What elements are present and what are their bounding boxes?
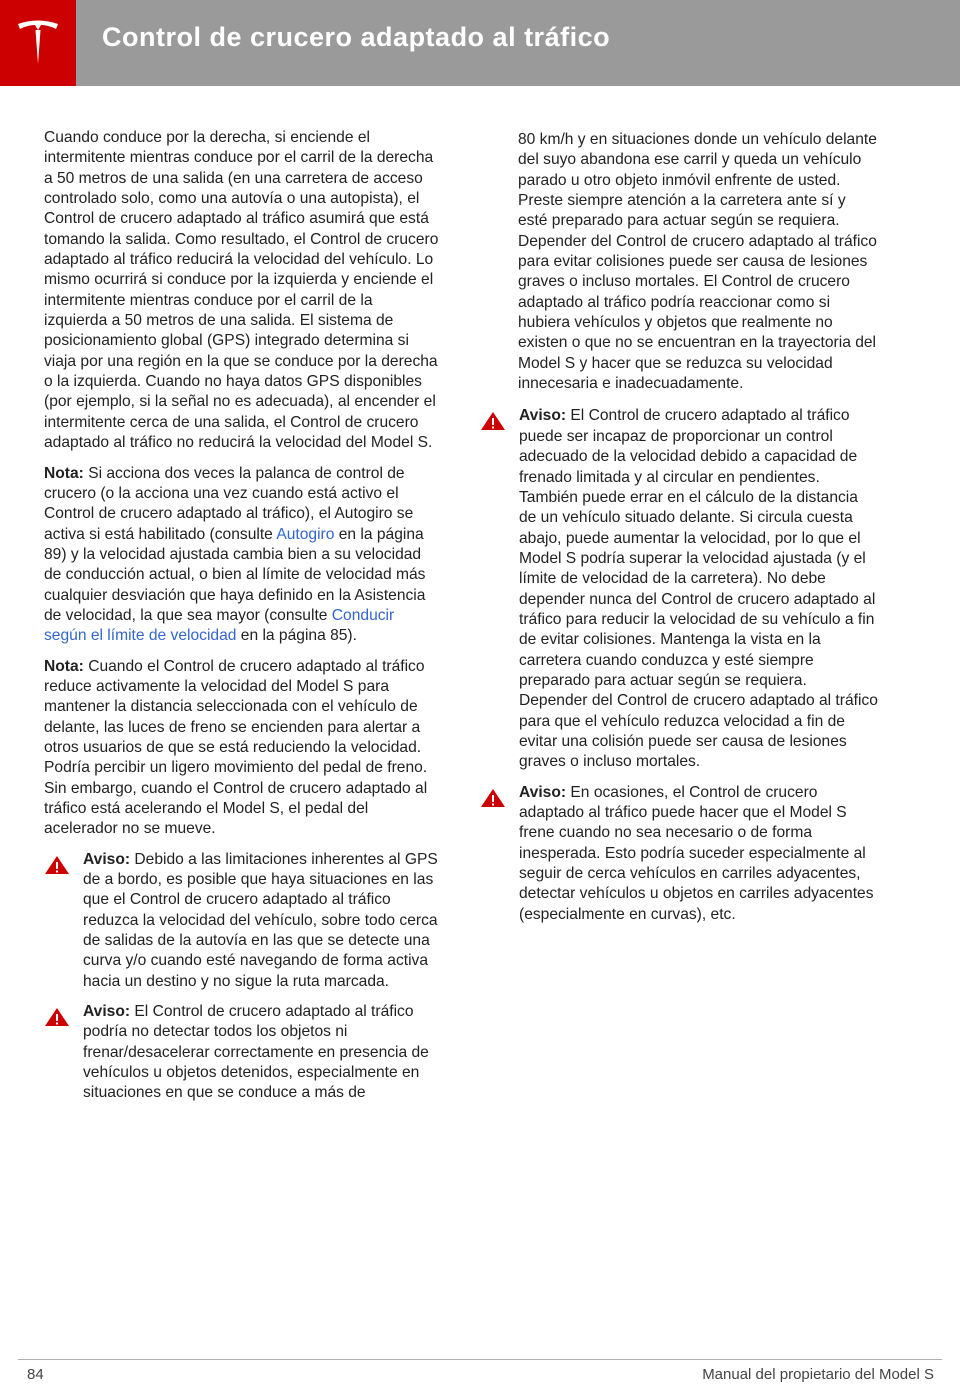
right-column [518, 130, 878, 935]
note-autosteer [44, 464, 439, 647]
warning-detection [82, 1002, 439, 1104]
note-label: Nota: [44, 464, 84, 482]
footer-manual-title: Manual del propietario del Model S [702, 1366, 934, 1383]
warning-text: El Control de crucero adaptado al tráfico puede ser incapaz de proporcionar un control adecuado de la velocidad debido a capacidad de frenado limitada y al circular en pendientes. También puede errar en el cálculo de la distancia de un vehículo situado delante. Si circula cuesta abajo, puede aumentar la velocidad, por lo que el Model S podría superar la velocidad ajustada (y el límite de velocidad de la carretera). No debe depender nunca del Control de crucero adaptado al tráfico para reducir la velocidad de su vehículo a fin de evitar colisiones. Mantenga la vista en la carretera cuando conduzca y esté siempre preparado para actuar según se requiera. Depender del Control de crucero adaptado al tráfico para que el vehículo reduzca velocidad a fin de evitar una colisión puede ser causa de lesiones graves o incluso mortales. [519, 407, 878, 771]
note-text: Cuando el Control de crucero adaptado al tráfico reduce activamente la velocidad del Model S para mantener la distancia seleccionada con el vehículo de delante, las luces de freno se encienden para alertar a otros usuarios de que se está reduciendo la velocidad. Podría percibir un ligero movimiento del pedal de freno. Sin embargo, cuando el Control de crucero adaptado al tráfico está acelerando el Model S, el pedal del acelerador no se mueve. [44, 657, 428, 838]
link-autogiro[interactable]: Autogiro [276, 525, 335, 543]
warning-triangle-icon [480, 406, 519, 772]
link-speed-limit[interactable]: Conducir según el límite de velocidad [44, 606, 395, 645]
warning-text: El Control de crucero adaptado al tráfico podría no detectar todos los objetos ni frenar/desacelerar correctamente en presencia de vehículos u objetos detenidos, especialmente en situaciones en que se conduce a más de [83, 1003, 429, 1102]
warning-braking-capacity [518, 406, 878, 772]
note-text: Si acciona dos veces la palanca de control de crucero (o la acciona una vez cuando está activo el Control de crucero adaptado al tráfico), el Autogiro se activa si está habilitado (consulte [44, 464, 414, 543]
tesla-logo [0, 0, 76, 86]
tesla-logo-icon [15, 18, 61, 68]
page-header [0, 0, 960, 86]
warning-triangle-icon [44, 1002, 83, 1104]
note-text: en la página 89) y la velocidad ajustada cambia bien a su velocidad de conducción actual, o bien al límite de velocidad más cualquier desviación que haya definido en la Asistencia de velocidad, la que sea mayor (consulte [44, 525, 426, 624]
warning-text: En ocasiones, el Control de crucero adaptado al tráfico puede hacer que el Model S frene cuando no sea necesario o de forma inesperada. Esto podría suceder especialmente al seguir de cerca vehículos en carriles adyacentes, detectar vehículos u objetos en carriles adyacentes (especialmente en curvas), etc. [519, 783, 874, 923]
warning-label: Aviso: [519, 407, 567, 425]
note-brake-lights [44, 657, 439, 840]
warning-label: Aviso: [83, 850, 131, 868]
footer-divider [18, 1359, 942, 1360]
warning-text: Debido a las limitaciones inherentes al GPS de a bordo, es posible que haya situaciones en las que el Control de crucero adaptado al tráfico reduzca la velocidad del vehículo, sobre todo cerca de salidas de la autovía en las que se detecte una curva y/o cuando esté navegando de forma activa hacia un destino y no sigue la ruta marcada. [83, 850, 438, 990]
page-number: 84 [27, 1366, 44, 1383]
warning-unexpected-braking [518, 783, 878, 925]
note-text: en la página 85). [236, 627, 357, 645]
warning-label: Aviso: [83, 1003, 131, 1021]
warning-triangle-icon [44, 850, 83, 992]
warning-gps [82, 850, 439, 992]
page-title: Control de crucero adaptado al tráfico [102, 22, 611, 52]
note-label: Nota: [44, 657, 84, 675]
warning-triangle-icon [480, 783, 519, 925]
warning-label: Aviso: [519, 783, 567, 801]
paragraph-exit-signal: Cuando conduce por la derecha, si enciende el intermitente mientras conduce por el carril de la derecha a 50 metros de una salida (en una carretera de acceso controlado solo, como una autovía o una autopista), el Control de crucero adaptado al tráfico asumirá que está tomando la salida. Como resultado, el Control de crucero adaptado al tráfico reducirá la velocidad del vehículo. Lo mismo ocurrirá si conduce por la izquierda y enciende el intermitente mientras conduce por el carril de la izquierda a 50 metros de una salida. El sistema de posicionamiento global (GPS) integrado determina si viaja por una región en la que se conduce por la derecha o la izquierda. Cuando no haya datos GPS disponibles (por ejemplo, si la señal no es adecuada), al encender el intermitente cerca de una salida, el Control de crucero adaptado al tráfico no reducirá la velocidad del Model S. [44, 129, 439, 452]
warning-continuation: 80 km/h y en situaciones donde un vehículo delante del suyo abandona ese carril y queda un vehículo parado u otro objeto inmóvil enfrente de usted. Preste siempre atención a la carretera ante sí y esté preparado para actuar según se requiera. Depender del Control de crucero adaptado al tráfico para evitar colisiones puede ser causa de lesiones graves o incluso mortales. El Control de crucero adaptado al tráfico podría reaccionar como si hubiera vehículos y objetos que realmente no existen o que no se encuentran en la trayectoria del Model S y hacer que se reduzca su velocidad innecesaria e inadecuadamente. [518, 131, 877, 393]
left-column [44, 128, 439, 1114]
